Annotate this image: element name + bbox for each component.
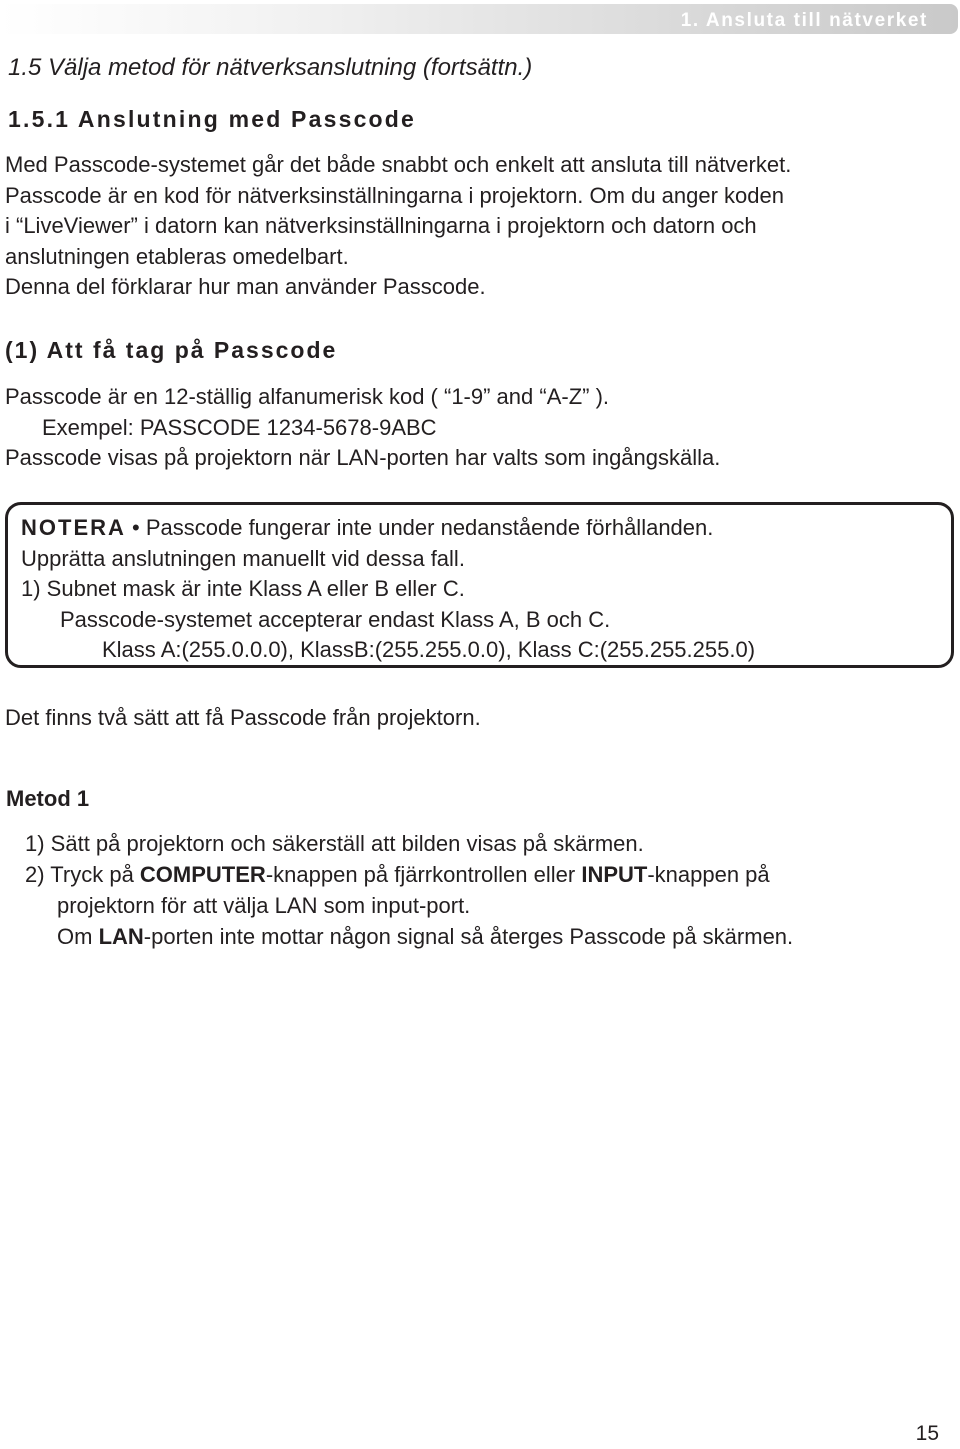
lan-label: LAN bbox=[98, 924, 144, 949]
step-2-text: -knappen på bbox=[647, 862, 770, 887]
intro-paragraph bbox=[5, 150, 791, 303]
step-2-continuation: projektorn för att välja LAN som input-port. bbox=[57, 893, 471, 918]
page-number: 15 bbox=[915, 1422, 939, 1445]
note-label: NOTERA bbox=[21, 515, 126, 540]
note-bullet: • bbox=[132, 515, 140, 540]
note-line bbox=[21, 513, 755, 544]
step-2-extra-text: Om bbox=[57, 924, 99, 949]
chapter-title: 1. Ansluta till nätverket bbox=[680, 10, 928, 31]
section-title: 1.5 Välja metod för nätverksanslutning (fortsättn.) bbox=[8, 54, 533, 81]
passcode-desc-line: Passcode är en 12-ställig alfanumerisk kod ( “1-9” and “A-Z” ). bbox=[5, 384, 610, 409]
computer-key-label: COMPUTER bbox=[139, 862, 266, 887]
note-line: Klass A:(255.0.0.0), KlassB:(255.255.0.0), Klass C:(255.255.255.0) bbox=[102, 637, 756, 662]
intro-line: anslutningen etableras omedelbart. bbox=[5, 243, 349, 269]
note-line: Upprätta anslutningen manuellt vid dessa fall. bbox=[21, 545, 465, 571]
passcode-desc-line: Passcode visas på projektorn när LAN-porten har valts som ingångskälla. bbox=[5, 445, 721, 470]
step-2 bbox=[25, 859, 793, 890]
intro-line: Med Passcode-systemet går det både snabbt och enkelt att ansluta till nätverket. bbox=[5, 152, 792, 177]
input-key-label: INPUT bbox=[581, 862, 648, 887]
passcode-description bbox=[5, 382, 720, 474]
note-line: 1) Subnet mask är inte Klass A eller B eller C. bbox=[21, 576, 465, 601]
two-ways-text: Det finns två sätt att få Passcode från projektorn. bbox=[5, 705, 481, 730]
note-content bbox=[21, 513, 755, 666]
method1-steps bbox=[25, 828, 793, 952]
step-2-extra bbox=[25, 921, 793, 952]
heading-get-passcode: (1) Att få tag på Passcode bbox=[5, 337, 338, 363]
passcode-example: Exempel: PASSCODE 1234-5678-9ABC bbox=[42, 414, 437, 440]
method1-title: Metod 1 bbox=[6, 786, 90, 811]
step-1: 1) Sätt på projektorn och säkerställ att bilden visas på skärmen. bbox=[25, 831, 644, 856]
subsection-title: 1.5.1 Anslutning med Passcode bbox=[8, 106, 417, 132]
note-line: Passcode-systemet accepterar endast Klass A, B och C. bbox=[60, 606, 611, 632]
chapter-header-bar bbox=[0, 4, 958, 34]
step-2-extra-text: -porten inte mottar någon signal så återges Passcode på skärmen. bbox=[143, 924, 794, 949]
intro-line: i “LiveViewer” i datorn kan nätverksinställningarna i projektorn och datorn och bbox=[5, 213, 757, 238]
step-2-text: -knappen på fjärrkontrollen eller bbox=[265, 862, 582, 887]
note-box bbox=[5, 502, 954, 668]
intro-line: Denna del förklarar hur man använder Passcode. bbox=[5, 274, 486, 299]
intro-line: Passcode är en kod för nätverksinställningarna i projektorn. Om du anger koden bbox=[5, 182, 784, 208]
step-2-text: 2) Tryck på bbox=[25, 862, 140, 887]
note-text-line: Passcode fungerar inte under nedanstående förhållanden. bbox=[145, 515, 714, 540]
